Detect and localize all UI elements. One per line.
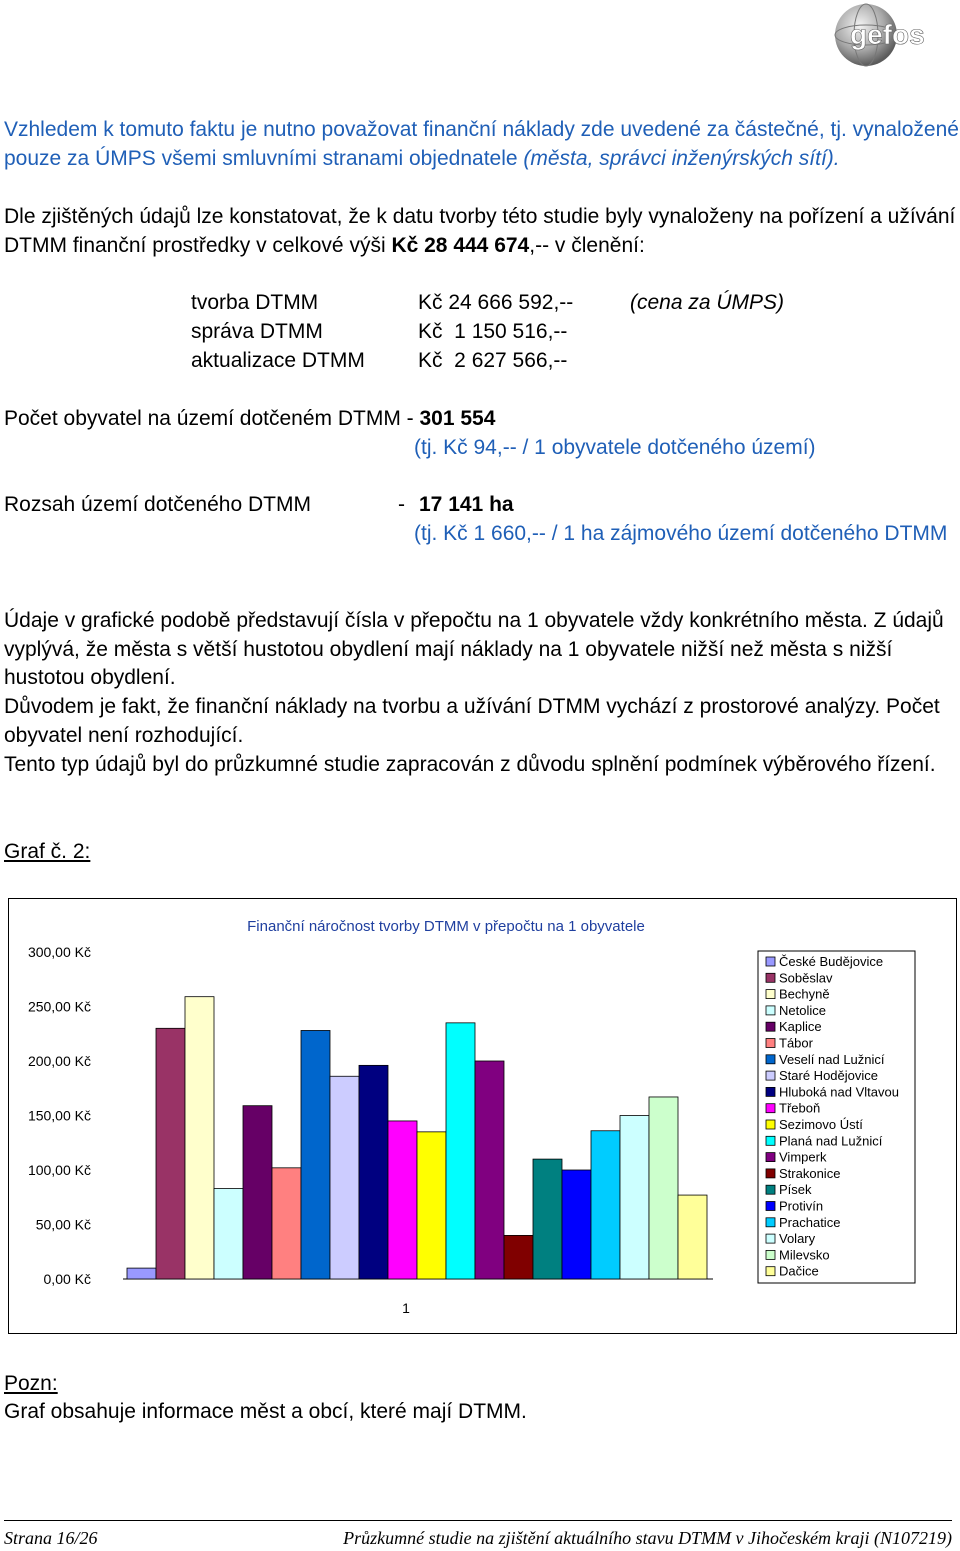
explanation-line: hustotou obydlení. [4, 666, 176, 689]
legend-label: Staré Hodějovice [779, 1068, 878, 1084]
y-tick-label: 250,00 Kč [27, 998, 91, 1015]
legend-swatch [766, 1153, 775, 1162]
y-tick-label: 300,00 Kč [27, 944, 91, 960]
bar-1 [127, 1268, 156, 1279]
legend-swatch [766, 1006, 775, 1015]
bar-18 [620, 1116, 649, 1280]
cost-item: správa DTMM [191, 320, 323, 343]
legend-label: Prachatice [779, 1214, 841, 1230]
chart-frame [8, 898, 957, 1334]
legend-swatch [766, 973, 775, 982]
chart-title: Finanční náročnost tvorby DTMM v přepočtu na 1 obyvatele [247, 918, 645, 935]
gefos-logo [826, 2, 954, 68]
bar-17 [591, 1131, 620, 1279]
legend-swatch [766, 1267, 775, 1276]
area-dash: - [398, 493, 405, 516]
legend-label: Sezimovo Ústí [779, 1117, 863, 1132]
cost-item: tvorba DTMM [191, 291, 319, 314]
y-tick-label: 150,00 Kč [27, 1107, 91, 1124]
legend-swatch [766, 1202, 775, 1211]
area-value: 17 141 ha [419, 493, 514, 516]
footer-rule [4, 1520, 952, 1521]
legend-label: Milevsko [779, 1247, 830, 1263]
bar-3 [185, 997, 214, 1279]
logo-text: gefos [850, 19, 925, 50]
bar-6 [272, 1168, 301, 1279]
y-tick-label: 50,00 Kč [35, 1216, 91, 1233]
explanation-line: Tento typ údajů byl do průzkumné studie zapracován z důvodu splnění podmínek výběrového řízení. [4, 753, 936, 776]
bar-11 [417, 1132, 446, 1279]
bar-15 [533, 1159, 562, 1279]
legend-swatch [766, 1136, 775, 1145]
bar-20 [678, 1195, 707, 1279]
legend-swatch [766, 1039, 775, 1048]
area-label: Rozsah území dotčeného DTMM [4, 493, 311, 516]
summary-line-1: Dle zjištěných údajů lze konstatovat, že k datu tvorby této studie byly vynaloženy na pořízení a užívání [4, 205, 956, 228]
legend-swatch [766, 1087, 775, 1096]
y-tick-label: 0,00 Kč [43, 1271, 91, 1287]
legend-label: Veselí nad Lužnicí [779, 1051, 885, 1067]
bar-4 [214, 1189, 243, 1279]
cost-item: aktualizace DTMM [191, 349, 365, 372]
cost-amount: Kč 1 150 516,-- [418, 320, 568, 343]
legend-label: Strakonice [779, 1165, 841, 1181]
explanation-line: Údaje v grafické podobě představují čísla v přepočtu na 1 obyvatele vždy konkrétního města. Z údajů [4, 609, 944, 632]
legend-label: Volary [779, 1231, 816, 1247]
legend-label: Tábor [779, 1035, 813, 1051]
bar-12 [446, 1023, 475, 1279]
legend-label: Dačice [779, 1263, 819, 1279]
bar-9 [359, 1065, 388, 1279]
area-note: (tj. Kč 1 660,-- / 1 ha zájmového území dotčeného DTMM [414, 522, 948, 545]
legend-swatch [766, 1169, 775, 1178]
bar-8 [330, 1076, 359, 1279]
x-tick-label: 1 [402, 1300, 410, 1316]
legend-swatch [766, 1022, 775, 1031]
bar-13 [475, 1061, 504, 1279]
legend-label: Bechyně [779, 986, 830, 1002]
cost-amount: Kč 2 627 566,-- [418, 349, 568, 372]
legend-swatch [766, 1055, 775, 1064]
bar-10 [388, 1121, 417, 1279]
footer-page: Strana 16/26 [4, 1528, 98, 1548]
bar-2 [156, 1028, 185, 1279]
legend-label: Soběslav [779, 970, 833, 986]
explanation-line: obyvatel není rozhodující. [4, 724, 244, 747]
bar-19 [649, 1097, 678, 1279]
legend-label: Písek [779, 1182, 812, 1198]
legend-label: Kaplice [779, 1019, 822, 1035]
legend-swatch [766, 1185, 775, 1194]
legend-swatch [766, 990, 775, 999]
note-text: Graf obsahuje informace měst a obcí, které mají DTMM. [4, 1400, 527, 1423]
note-heading: Pozn: [4, 1372, 58, 1395]
explanation-line: vyplývá, že města s větší hustotou obydlení mají náklady na 1 obyvatele nižší než města s nižší [4, 638, 893, 661]
bar-7 [301, 1030, 330, 1279]
legend-label: Protivín [779, 1198, 824, 1214]
footer-title: Průzkumné studie na zjištění aktuálního stavu DTMM v Jihočeském kraji (N107219) [343, 1528, 952, 1548]
bar-chart [9, 899, 956, 1333]
cost-note: (cena za ÚMPS) [630, 291, 785, 314]
bar-5 [243, 1106, 272, 1279]
legend-swatch [766, 1250, 775, 1259]
y-tick-label: 200,00 Kč [27, 1053, 91, 1069]
population-line: Počet obyvatel na území dotčeném DTMM - 301 554 [4, 407, 496, 430]
legend-label: Hluboká nad Vltavou [779, 1084, 899, 1100]
legend-swatch [766, 1234, 775, 1243]
legend-swatch [766, 1218, 775, 1227]
legend-swatch [766, 957, 775, 966]
legend-swatch [766, 1071, 775, 1080]
intro-line-1: Vzhledem k tomuto faktu je nutno považovat finanční náklady zde uvedené za částečné, tj. vynaložené [4, 118, 959, 141]
legend-swatch [766, 1104, 775, 1113]
y-tick-label: 100,00 Kč [27, 1162, 91, 1178]
legend-swatch [766, 1120, 775, 1129]
intro-line-2: pouze za ÚMPS všemi smluvními stranami objednatele (města, správci inženýrských sítí). [4, 147, 840, 170]
graph-caption: Graf č. 2: [4, 840, 91, 863]
bar-14 [504, 1235, 533, 1279]
summary-line-2: DTMM finanční prostředky v celkové výši Kč 28 444 674,-- v členění: [4, 234, 645, 257]
legend-label: České Budějovice [779, 954, 884, 969]
legend-label: Planá nad Lužnicí [779, 1133, 883, 1149]
globe-icon [826, 2, 954, 68]
bar-16 [562, 1170, 591, 1279]
legend-label: Netolice [779, 1002, 826, 1018]
population-note: (tj. Kč 94,-- / 1 obyvatele dotčeného území) [414, 436, 816, 459]
legend-label: Třeboň [779, 1100, 821, 1116]
cost-amount: Kč 24 666 592,-- [418, 291, 574, 314]
explanation-line: Důvodem je fakt, že finanční náklady na tvorbu a užívání DTMM vychází z prostorové analýzy. Počet [4, 695, 940, 718]
legend-label: Vimperk [779, 1149, 827, 1165]
